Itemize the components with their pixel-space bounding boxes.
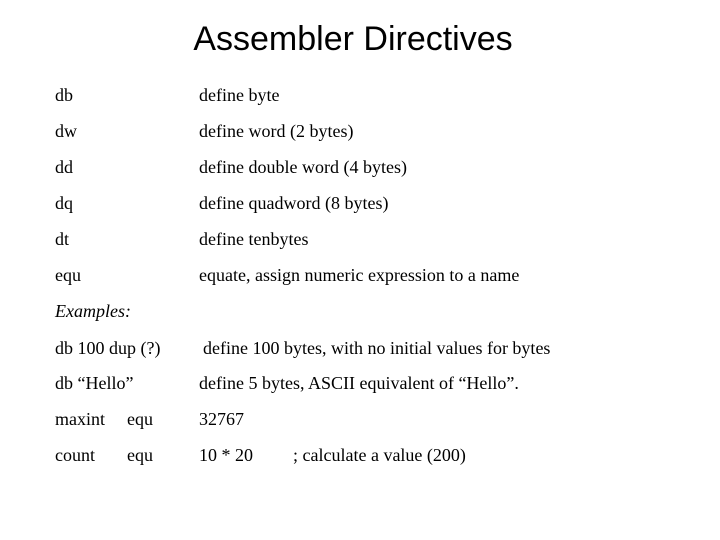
example-row [0,335,720,361]
slide-title: Assembler Directives [193,20,513,58]
directive-description: define quadword (8 bytes) [199,193,389,213]
example-value: 10 * 20 [199,445,253,465]
directive-name: dq [55,193,73,213]
example-row [0,370,720,396]
directive-description: define byte [199,85,280,105]
directive-row [0,154,720,180]
directive-description: define double word (4 bytes) [199,157,407,177]
example-op: equ [127,445,153,465]
example-description: define 100 bytes, with no initial values for bytes [203,338,551,358]
directive-row [0,262,720,288]
example-label: maxint [55,409,105,429]
directive-name: db [55,85,73,105]
example-code: db “Hello” [55,373,134,393]
example-op: equ [127,409,153,429]
directive-description: define word (2 bytes) [199,121,354,141]
directive-description: equate, assign numeric expression to a name [199,265,520,285]
examples-heading-row [0,298,720,324]
examples-label: Examples: [55,301,131,321]
directive-name: dt [55,229,70,249]
example-label: count [55,445,95,465]
directive-description: define tenbytes [199,229,309,249]
example-description: define 5 bytes, ASCII equivalent of “Hello”. [199,373,519,393]
example-row [0,406,720,432]
directive-row [0,190,720,216]
directive-name: dw [55,121,77,141]
directive-row [0,82,720,108]
directive-row [0,226,720,252]
directive-name: equ [55,265,81,285]
example-comment: ; calculate a value (200) [293,445,466,465]
directive-row [0,118,720,144]
directive-name: dd [55,157,73,177]
example-code: db 100 dup (?) [55,338,161,358]
example-row [0,442,720,468]
example-value: 32767 [199,409,244,429]
